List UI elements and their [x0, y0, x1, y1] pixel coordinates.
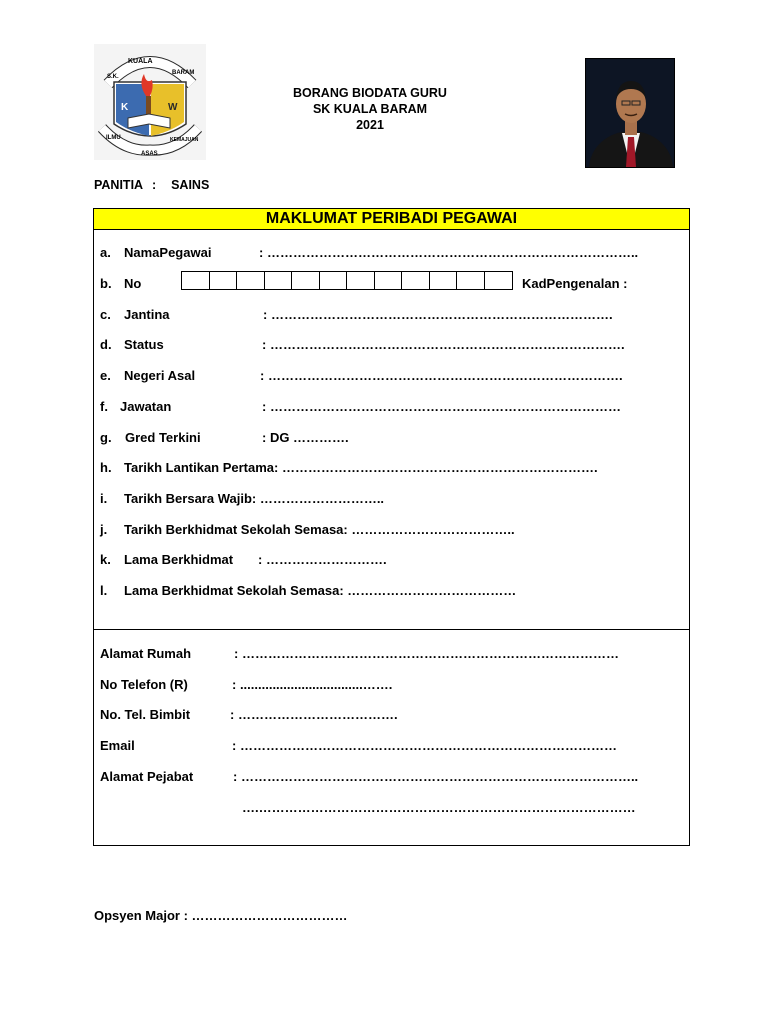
personal-info-box [93, 208, 690, 846]
opsyen-value[interactable]: ……………………………… [191, 908, 348, 923]
field-value[interactable]: : …………………………………………………………………………… [234, 646, 619, 661]
field-label: Email [100, 738, 135, 753]
field-label: No. Tel. Bimbit [100, 707, 191, 722]
logo-bottom-mid-text: ASAS [141, 151, 158, 157]
portrait-photo [585, 58, 675, 168]
logo-top-text: KUALA [128, 58, 153, 65]
field-label: Status [124, 337, 164, 352]
field-label-suffix: KadPengenalan : [522, 276, 628, 291]
field-value[interactable]: : ………………………………. [230, 707, 398, 722]
field-label[interactable]: Tarikh Berkhidmat Sekolah Semasa: ……………………………….. [124, 522, 515, 537]
field-label[interactable]: Tarikh Bersara Wajib: ……………………….. [124, 491, 385, 506]
field-index: a. [100, 245, 111, 260]
field-value[interactable]: : DG …………. [262, 430, 349, 445]
field-value[interactable]: : ………………………………………………………………………. [262, 337, 625, 352]
field-value[interactable]: : ………………………. [258, 552, 387, 567]
field-index: h. [100, 460, 112, 475]
panitia-separator: : [151, 178, 157, 192]
field-index: c. [100, 307, 111, 322]
logo-left-text: S.K. [107, 74, 119, 80]
field-value[interactable]: : …………………………………………………………………………… [232, 738, 617, 753]
ic-number-input[interactable] [181, 271, 513, 290]
section-divider [94, 629, 689, 630]
field-label: Jantina [124, 307, 170, 322]
field-label[interactable]: Lama Berkhidmat Sekolah Semasa: ………………………………… [124, 583, 517, 598]
section-title: MAKLUMAT PERIBADI PEGAWAI [94, 209, 689, 230]
field-label: Lama Berkhidmat [124, 552, 234, 567]
field-label: Jawatan [120, 399, 172, 414]
field-index: d. [100, 337, 112, 352]
field-label: Negeri Asal [124, 368, 196, 383]
field-value[interactable]: ….…………………………………………………………………………… [242, 800, 636, 815]
field-value[interactable]: : ………………………………………………………………………. [260, 368, 623, 383]
svg-text:W: W [168, 102, 178, 113]
panitia-label: PANITIA [94, 178, 144, 192]
logo-bottom-right-text: KEMAJUAN [170, 137, 199, 143]
field-label: Gred Terkini [125, 430, 201, 445]
field-index: f. [100, 399, 108, 414]
field-index: e. [100, 368, 111, 383]
field-index: l. [100, 583, 108, 598]
field-value[interactable]: : ..................................……. [232, 677, 393, 692]
opsyen-label: Opsyen Major : [94, 908, 188, 923]
school-logo [94, 44, 206, 160]
logo-bottom-left-text: ILMU [106, 135, 121, 141]
field-index: i. [100, 491, 108, 506]
field-label: No Telefon (R) [100, 677, 188, 692]
title-line-3: 2021 [356, 118, 384, 132]
title-line-1: BORANG BIODATA GURU [293, 86, 447, 100]
panitia-line [94, 178, 209, 192]
form-title [250, 85, 490, 133]
field-value[interactable]: : ………………………………………………………………………….. [259, 245, 639, 260]
field-label: No [124, 276, 142, 291]
field-index: j. [100, 522, 108, 537]
field-index: g. [100, 430, 112, 445]
field-label: Alamat Pejabat [100, 769, 194, 784]
field-label: Alamat Rumah [100, 646, 192, 661]
panitia-value: SAINS [171, 178, 210, 192]
opsyen-major-line [94, 908, 348, 923]
field-label: NamaPegawai [124, 245, 212, 260]
title-line-2: SK KUALA BARAM [312, 102, 428, 116]
field-label[interactable]: Tarikh Lantikan Pertama: ………………………………………………………………. [124, 460, 598, 475]
field-index: k. [100, 552, 111, 567]
logo-right-text: BARAM [172, 70, 195, 76]
field-value[interactable]: : ……………………………………………………………………………….. [233, 769, 639, 784]
svg-text:K: K [121, 102, 129, 113]
field-value[interactable]: : ……………………………………………………………………… [262, 399, 621, 414]
field-value[interactable]: : ……………………………………………………………………. [263, 307, 613, 322]
field-index: b. [100, 276, 112, 291]
